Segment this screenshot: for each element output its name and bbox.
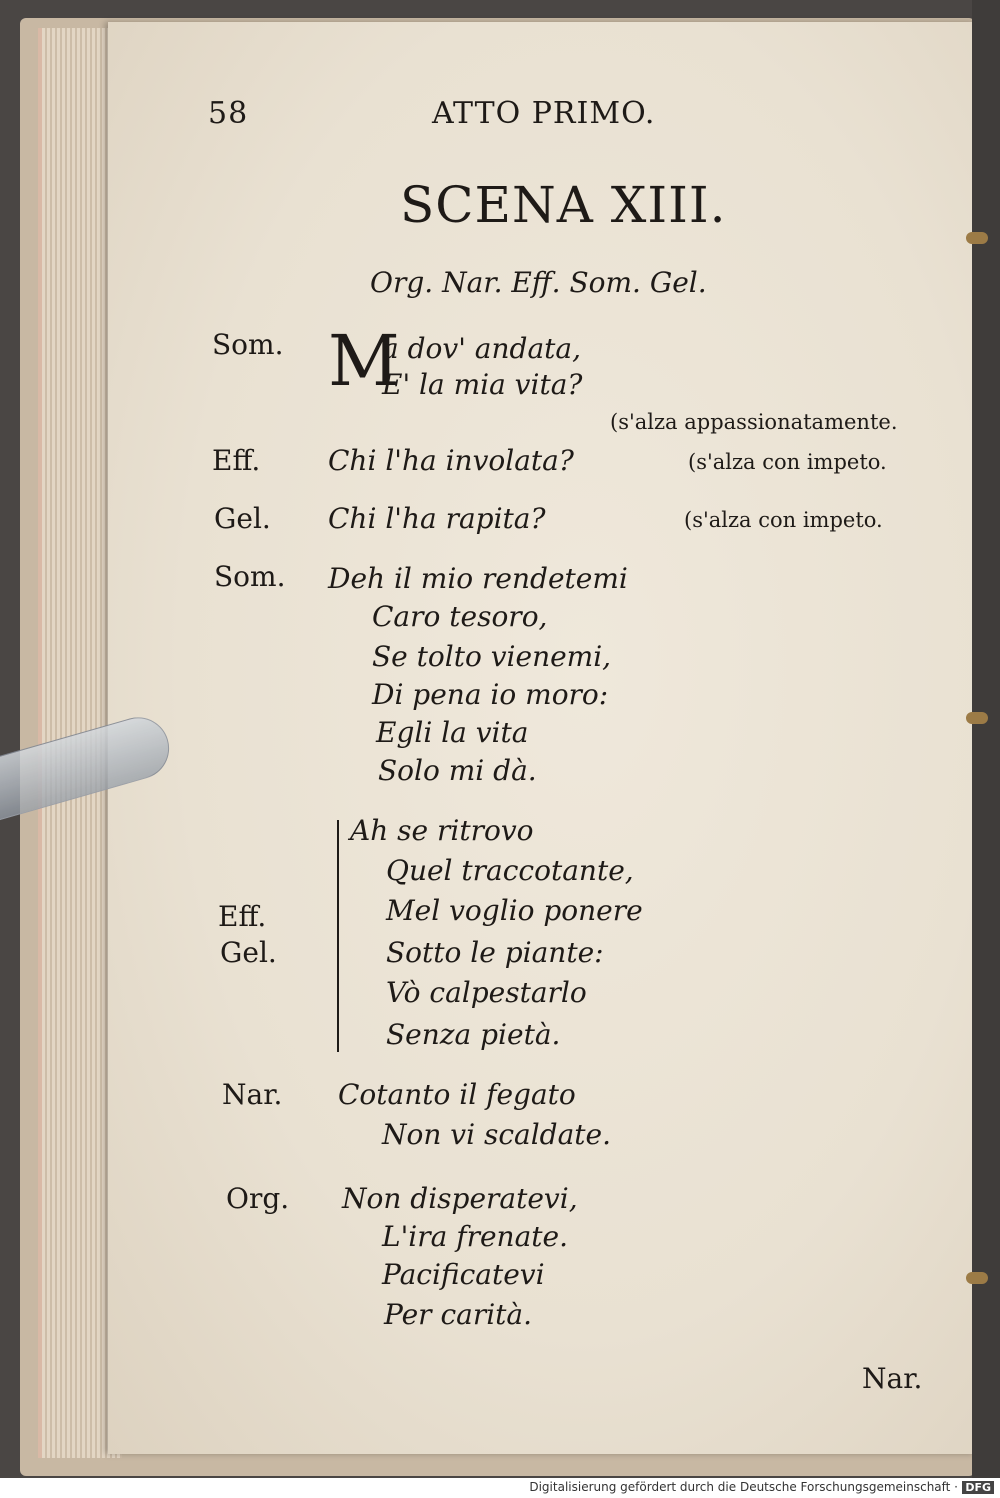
binding-thread [966,232,988,244]
stage-direction: (s'alza appassionatamente. [610,410,898,434]
brace [337,820,353,1052]
speaker-label: Som. [214,560,286,593]
verse-line: Vò calpestarlo [386,976,587,1009]
spine-shadow [972,0,1000,1478]
binding-thread [966,712,988,724]
verse-line: Sotto le piante: [386,936,604,969]
stage-direction: (s'alza con impeto. [688,450,887,474]
verse-line: Chi l'ha involata? [328,444,574,477]
verse-line: Cotanto il fegato [338,1078,576,1111]
verse-line: Caro tesoro, [372,600,548,633]
scene-title: SCENA XIII. [400,176,727,234]
verse-line: Pacificatevi [382,1258,545,1291]
verse-line: Non disperatevi, [342,1182,578,1215]
verse-line: L'ira frenate. [382,1220,568,1253]
verse-line: a dov' andata, [382,332,581,365]
scene-characters: Org. Nar. Eff. Som. Gel. [370,266,707,299]
verse-line: Senza pietà. [386,1018,561,1051]
speaker-label: Eff. [212,444,261,477]
binding-thread [966,1272,988,1284]
verse-line: Non vi scaldate. [382,1118,612,1151]
speaker-label: Nar. [222,1078,283,1111]
verse-line: Egli la vita [376,716,529,749]
verse-line: Deh il mio rendetemi [328,562,628,595]
footer-bar [0,1478,1000,1498]
verse-line: Ah se ritrovo [350,814,534,847]
verse-line: Di pena io moro: [372,678,609,711]
verse-line: Se tolto vienemi, [372,640,612,673]
verse-line: Chi l'ha rapita? [328,502,546,535]
footer-credit: Digitalisierung gefördert durch die Deutsche Forschungsgemeinschaft · [529,1480,958,1494]
verse-line: Solo mi dà. [378,754,537,787]
speaker-label: Gel. [220,936,277,969]
verse-line: Per carità. [384,1298,532,1331]
verse-line: E' la mia vita? [382,368,583,401]
speaker-label: Som. [212,328,284,361]
verse-line: Quel traccotante, [386,854,634,887]
speaker-label: Gel. [214,502,271,535]
catchword: Nar. [862,1362,923,1395]
verse-line: Mel voglio ponere [386,894,643,927]
speaker-label: Eff. [218,900,267,933]
running-title: ATTO PRIMO. [432,96,656,131]
dfg-logo: DFG [962,1481,994,1494]
speaker-label: Org. [226,1182,290,1215]
page-number: 58 [208,96,249,131]
stage-direction: (s'alza con impeto. [684,508,883,532]
drop-cap: M [328,320,400,402]
